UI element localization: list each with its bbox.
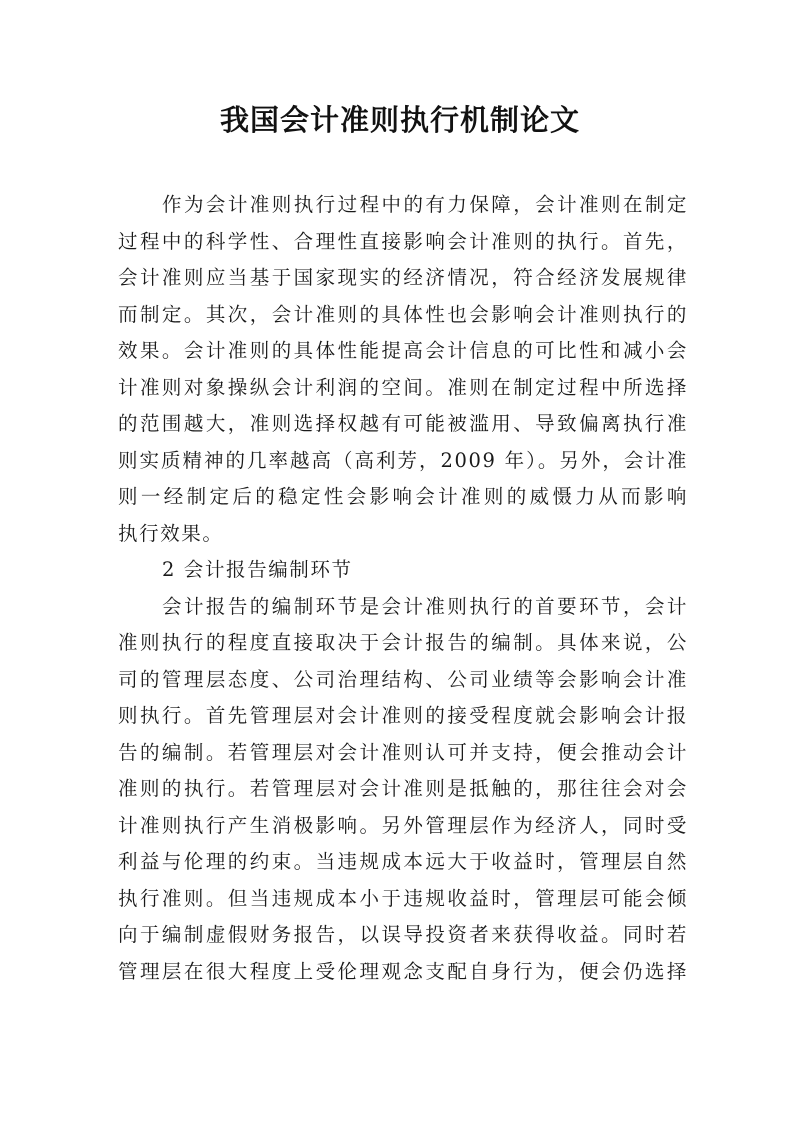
text-line: 管理层在很大程度上受伦理观念支配自身行为，便会仍选择	[118, 959, 688, 983]
text-line: 则一经制定后的稳定性会影响会计准则的威慑力从而影响	[118, 485, 688, 508]
text-line: 准则执行的程度直接取决于会计报告的编制。具体来说，公	[118, 631, 688, 654]
document-body	[118, 187, 688, 990]
text-line: 则实质精神的几率越高（高利芳，2009 年）。另外，会计准	[118, 448, 688, 472]
text-line: 则执行。首先管理层对会计准则的接受程度就会影响会计报	[118, 704, 688, 727]
text-line: 向于编制虚假财务报告，以误导投资者来获得收益。同时若	[118, 923, 688, 946]
text-line: 准则的执行。若管理层对会计准则是抵触的，那往往会对会	[118, 777, 688, 800]
text-line: 利益与伦理的约束。当违规成本远大于收益时，管理层自然	[118, 850, 688, 873]
text-line: 计准则执行产生消极影响。另外管理层作为经济人，同时受	[118, 813, 688, 837]
text-line: 执行准则。但当违规成本小于违规收益时，管理层可能会倾	[118, 886, 688, 910]
document-title: 我国会计准则执行机制论文	[219, 103, 580, 137]
text-line: 执行效果。	[118, 521, 224, 545]
text-line: 计准则对象操纵会计利润的空间。准则在制定过程中所选择	[118, 375, 688, 399]
text-line: 效果。会计准则的具体性能提高会计信息的可比性和减小会	[118, 339, 688, 362]
text-line: 的范围越大，准则选择权越有可能被滥用、导致偏离执行准	[118, 412, 688, 435]
text-line: 会计报告的编制环节是会计准则执行的首要环节，会计	[162, 594, 688, 618]
text-line: 而制定。其次，会计准则的具体性也会影响会计准则执行的	[118, 302, 688, 326]
text-line: 告的编制。若管理层对会计准则认可并支持，便会推动会计	[118, 740, 688, 764]
text-line: 作为会计准则执行过程中的有力保障，会计准则在制定	[162, 193, 688, 216]
text-line: 会计准则应当基于国家现实的经济情况，符合经济发展规律	[118, 266, 688, 289]
text-line: 2 会计报告编制环节	[162, 558, 353, 581]
text-line: 过程中的科学性、合理性直接影响会计准则的执行。首先，	[118, 229, 688, 253]
text-line: 司的管理层态度、公司治理结构、公司业绩等会影响会计准	[118, 667, 688, 691]
